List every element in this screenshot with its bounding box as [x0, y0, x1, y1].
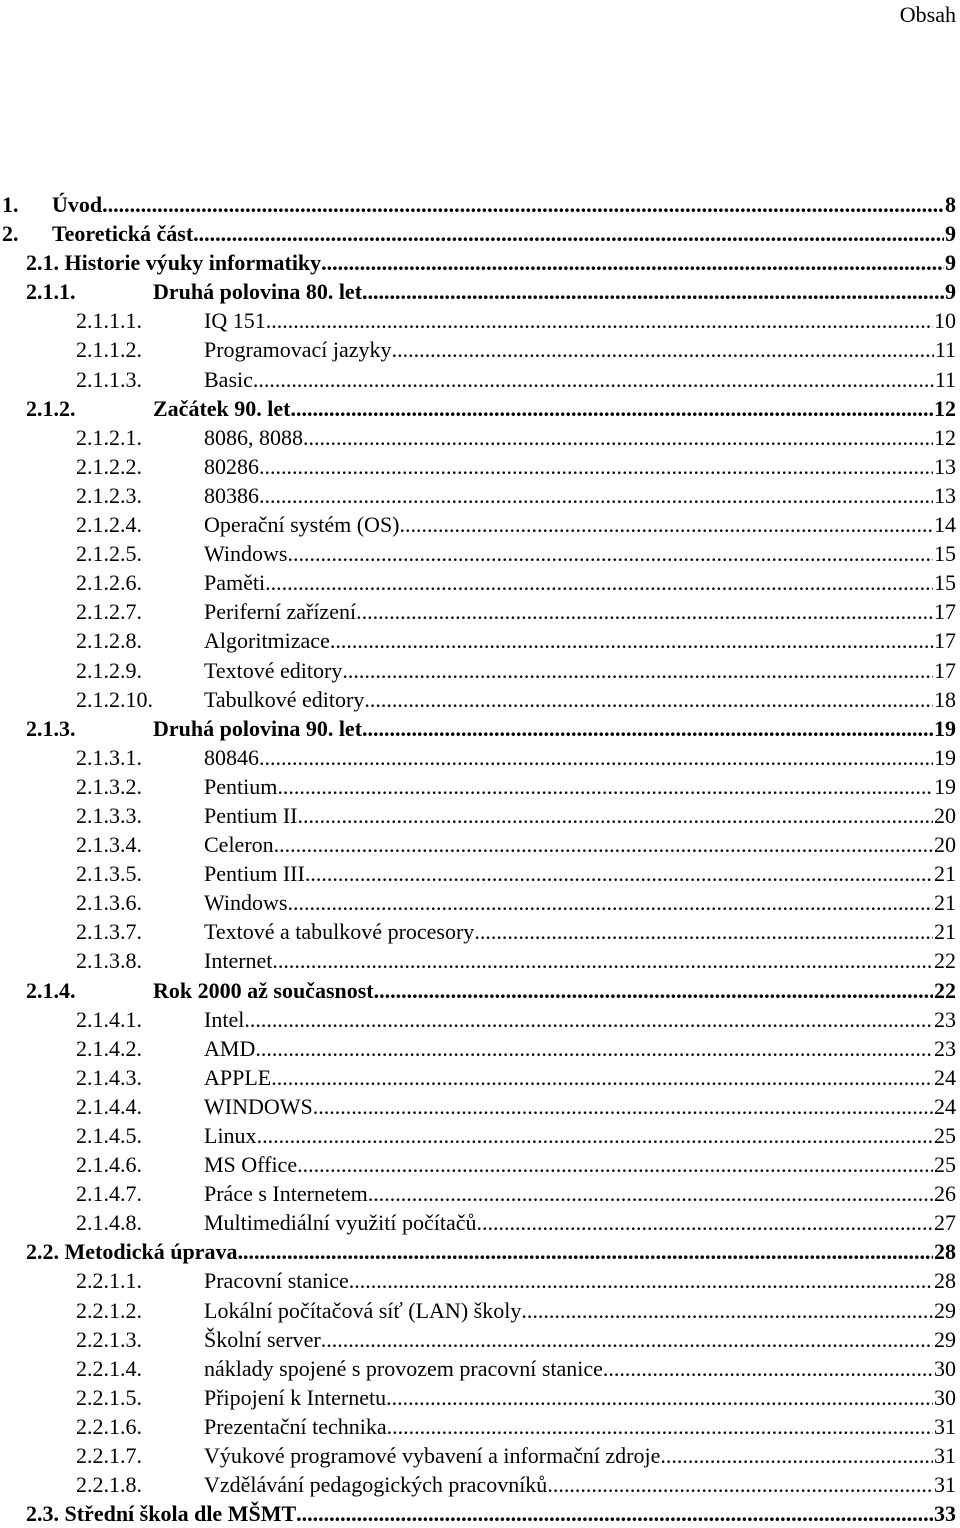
toc-entry-number: 2.1.1.1. [76, 308, 142, 334]
toc-entry-number: 2.1.2.7. [76, 599, 142, 625]
toc-entry-page-number: 28 [934, 1268, 956, 1294]
toc-entry-title: Pentium III [204, 861, 305, 887]
toc-entry-page-number: 22 [934, 977, 956, 1003]
toc-entry-title: 2.2. Metodická úprava [26, 1239, 238, 1265]
toc-entry-title: Tabulkové editory [204, 686, 365, 712]
toc-entry-number: 2.1.2.6. [76, 570, 142, 596]
toc-dot-leader [321, 248, 944, 277]
toc-dot-leader [259, 452, 933, 481]
toc-entry-title: Druhá polovina 90. let [153, 715, 363, 741]
toc-dot-leader [386, 1383, 933, 1412]
toc-entry-title: 80386 [204, 482, 259, 508]
toc-entry-title: Školní server [204, 1326, 321, 1352]
toc-entry-number: 2.1.2.10. [76, 686, 153, 712]
toc-dot-leader [257, 1121, 933, 1150]
toc-entry-title: Prezentační technika [204, 1413, 387, 1439]
toc-dot-leader [321, 1325, 933, 1354]
toc-entry-number: 2.1.2.9. [76, 657, 142, 683]
toc-entry[interactable] [0, 394, 960, 423]
toc-entry[interactable] [0, 365, 960, 394]
toc-entry-page-number: 29 [934, 1326, 956, 1352]
toc-entry-title: APPLE [204, 1064, 272, 1090]
toc-entry-page-number: 11 [934, 337, 956, 363]
toc-entry-number: 2.2.1.1. [76, 1268, 142, 1294]
toc-entry-line [204, 1441, 956, 1470]
toc-entry-number: 2.1.2.2. [76, 453, 142, 479]
toc-entry-page-number: 31 [934, 1443, 956, 1469]
toc-entry-number: 1. [2, 192, 19, 217]
toc-entry-line [52, 190, 956, 219]
toc-entry-page-number: 26 [934, 1181, 956, 1207]
toc-entry-line [204, 830, 956, 859]
toc-entry-page-number: 17 [934, 599, 956, 625]
toc-entry-number: 2.1.3.1. [76, 744, 142, 770]
toc-entry[interactable] [0, 1266, 960, 1295]
toc-entry-page-number: 17 [934, 657, 956, 683]
toc-entry-page-number: 11 [934, 366, 956, 392]
toc-entry-title: Windows [204, 541, 288, 567]
toc-entry-number: 2.1.2. [26, 395, 76, 421]
toc-entry-page-number: 19 [934, 744, 956, 770]
toc-entry[interactable] [0, 1121, 960, 1150]
toc-entry-line [204, 685, 956, 714]
toc-entry-title: 2.3. Střední škola dle MŠMT [26, 1501, 297, 1527]
toc-entry-line [153, 976, 956, 1005]
toc-entry-title: Vzdělávání pedagogických pracovníků [204, 1472, 548, 1498]
toc-entry-page-number: 31 [934, 1472, 956, 1498]
toc-entry-number: 2.1.4.1. [76, 1006, 142, 1032]
toc-entry[interactable] [0, 626, 960, 655]
toc-entry-title: Úvod [52, 192, 103, 217]
toc-entry-title: Windows [204, 890, 288, 916]
toc-dot-leader [400, 510, 933, 539]
toc-entry-number: 2.1.4.7. [76, 1181, 142, 1207]
table-of-contents [0, 190, 960, 1528]
toc-entry-line [204, 452, 956, 481]
toc-entry-line [204, 481, 956, 510]
toc-entry[interactable] [0, 219, 960, 248]
toc-entry-line [204, 1063, 956, 1092]
toc-entry-number: 2.1.3.8. [76, 948, 142, 974]
toc-entry-number: 2.1.3.5. [76, 861, 142, 887]
toc-entry-page-number: 19 [934, 773, 956, 799]
toc-entry-title: Pracovní stanice [204, 1268, 349, 1294]
toc-entry-title: Periferní zařízení [204, 599, 357, 625]
toc-dot-leader [253, 365, 934, 394]
toc-entry-number: 2.1.2.8. [76, 628, 142, 654]
toc-entry-title: Lokální počítačová síť (LAN) školy [204, 1297, 522, 1323]
toc-entry-title: Programovací jazyky [204, 337, 392, 363]
toc-entry-number: 2.1.2.1. [76, 424, 142, 450]
toc-entry-number: 2.2.1.6. [76, 1413, 142, 1439]
toc-entry-page-number: 28 [934, 1239, 956, 1265]
toc-dot-leader [392, 335, 934, 364]
toc-entry-line [204, 1266, 956, 1295]
toc-entry-line [204, 365, 956, 394]
toc-entry-title: Začátek 90. let [153, 395, 291, 421]
toc-entry-line [204, 306, 956, 335]
toc-entry-page-number: 10 [934, 308, 956, 334]
toc-entry[interactable] [0, 277, 960, 306]
toc-dot-leader [287, 539, 933, 568]
toc-entry-line [204, 1092, 956, 1121]
toc-dot-leader [356, 597, 933, 626]
toc-entry-title: Internet [204, 948, 273, 974]
toc-entry-page-number: 12 [934, 424, 956, 450]
toc-entry-page-number: 20 [934, 832, 956, 858]
toc-dot-leader [296, 1499, 933, 1528]
toc-entry-page-number: 21 [934, 861, 956, 887]
toc-dot-leader [387, 1412, 933, 1441]
toc-entry-line [52, 219, 956, 248]
toc-entry-line [26, 1499, 956, 1528]
toc-entry-line [204, 946, 956, 975]
toc-entry-line [204, 335, 956, 364]
toc-entry-page-number: 12 [934, 395, 956, 421]
toc-entry[interactable] [0, 539, 960, 568]
toc-entry-line [204, 917, 956, 946]
toc-entry[interactable] [0, 1005, 960, 1034]
toc-entry-number: 2.1.3.6. [76, 890, 142, 916]
toc-entry-line [204, 1150, 956, 1179]
toc-entry[interactable] [0, 714, 960, 743]
toc-entry-title: Připojení k Internetu [204, 1384, 387, 1410]
toc-dot-leader [474, 917, 933, 946]
toc-entry[interactable] [0, 946, 960, 975]
toc-entry-title: Práce s Internetem [204, 1181, 368, 1207]
toc-entry-line [204, 656, 956, 685]
toc-entry[interactable] [0, 1092, 960, 1121]
toc-entry-page-number: 13 [934, 482, 956, 508]
toc-entry-line [204, 1179, 956, 1208]
toc-entry-number: 2.2.1.8. [76, 1472, 142, 1498]
toc-entry-line [204, 539, 956, 568]
toc-entry-number: 2.2.1.5. [76, 1384, 142, 1410]
toc-entry[interactable] [0, 859, 960, 888]
toc-entry[interactable] [0, 685, 960, 714]
toc-entry-title: MS Office [204, 1152, 298, 1178]
toc-entry-page-number: 29 [934, 1297, 956, 1323]
toc-entry[interactable] [0, 1208, 960, 1237]
toc-entry-page-number: 8 [945, 192, 956, 217]
page-header-title: Obsah [899, 2, 956, 27]
toc-dot-leader [102, 190, 944, 219]
toc-dot-leader [342, 656, 933, 685]
toc-entry[interactable] [0, 1383, 960, 1412]
toc-entry-page-number: 19 [934, 715, 956, 741]
toc-entry[interactable] [0, 1499, 960, 1528]
toc-entry-title: Rok 2000 až současnost [153, 977, 374, 1003]
toc-entry-page-number: 24 [934, 1064, 956, 1090]
toc-dot-leader [305, 859, 933, 888]
toc-entry[interactable] [0, 888, 960, 917]
toc-dot-leader [259, 481, 933, 510]
toc-entry-page-number: 21 [934, 919, 956, 945]
toc-entry-number: 2.1.4. [26, 977, 76, 1003]
toc-entry[interactable] [0, 1441, 960, 1470]
toc-dot-leader [330, 626, 933, 655]
toc-entry-page-number: 9 [945, 221, 956, 247]
toc-dot-leader [364, 685, 933, 714]
toc-entry[interactable] [0, 1325, 960, 1354]
toc-entry[interactable] [0, 1150, 960, 1179]
toc-dot-leader [362, 714, 933, 743]
toc-entry-title: Pentium II [204, 802, 298, 828]
toc-entry-title: 80286 [204, 453, 259, 479]
toc-entry-title: Linux [204, 1123, 257, 1148]
toc-entry[interactable] [0, 248, 960, 277]
toc-entry-line [204, 423, 956, 452]
toc-entry-title: náklady spojené s provozem pracovní stanice [204, 1355, 603, 1381]
toc-dot-leader [368, 1179, 933, 1208]
toc-entry[interactable] [0, 597, 960, 626]
toc-dot-leader [303, 423, 933, 452]
toc-entry-number: 2.1.4.6. [76, 1152, 142, 1178]
toc-entry-line [204, 859, 956, 888]
toc-entry-line [26, 1237, 956, 1266]
toc-entry-title: Textové editory [204, 657, 343, 683]
toc-entry-number: 2.1.3.2. [76, 773, 142, 799]
toc-dot-leader [660, 1441, 933, 1470]
toc-entry-page-number: 23 [934, 1006, 956, 1032]
toc-entry[interactable] [0, 1063, 960, 1092]
toc-entry-number: 2.1.4.2. [76, 1035, 142, 1061]
toc-entry-title: Multimediální využití počítačů [204, 1210, 477, 1236]
toc-entry-title: Druhá polovina 80. let [153, 279, 363, 305]
toc-entry-number: 2.1.2.3. [76, 482, 142, 508]
toc-entry-page-number: 17 [934, 628, 956, 654]
toc-entry-page-number: 15 [934, 570, 956, 596]
toc-entry-page-number: 18 [934, 686, 956, 712]
toc-entry[interactable] [0, 190, 960, 219]
toc-entry-number: 2.2.1.3. [76, 1326, 142, 1352]
toc-entry-title: Algoritmizace [204, 628, 330, 654]
toc-entry-title: Pentium [204, 773, 278, 799]
toc-entry-number: 2.1.1.3. [76, 366, 142, 392]
toc-entry[interactable] [0, 772, 960, 801]
toc-entry-title: Paměti [204, 570, 266, 596]
toc-entry-title: Textové a tabulkové procesory [204, 919, 475, 945]
toc-entry-number: 2.1.4.3. [76, 1064, 142, 1090]
toc-dot-leader [362, 277, 944, 306]
toc-entry-page-number: 33 [934, 1501, 956, 1527]
toc-entry-page-number: 23 [934, 1035, 956, 1061]
toc-entry-title: Výukové programové vybavení a informační zdroje [204, 1443, 661, 1469]
toc-entry-number: 2.1.3. [26, 715, 76, 741]
toc-dot-leader [287, 888, 933, 917]
toc-entry-number: 2.1.4.8. [76, 1210, 142, 1236]
toc-entry-line [204, 1470, 956, 1499]
toc-entry-title: 2.1. Historie výuky informatiky [26, 250, 322, 276]
toc-entry-page-number: 25 [934, 1152, 956, 1178]
toc-entry-line [204, 1208, 956, 1237]
toc-dot-leader [277, 772, 933, 801]
toc-entry-line [26, 248, 956, 277]
toc-dot-leader [547, 1470, 933, 1499]
toc-entry-line [204, 568, 956, 597]
toc-entry-title: Basic [204, 366, 253, 392]
toc-entry[interactable] [0, 801, 960, 830]
toc-entry-line [204, 888, 956, 917]
toc-dot-leader [272, 946, 933, 975]
toc-entry-line [204, 1325, 956, 1354]
toc-entry-number: 2.2.1.2. [76, 1297, 142, 1323]
toc-entry-line [153, 714, 956, 743]
toc-entry-page-number: 31 [934, 1413, 956, 1439]
toc-entry-line [204, 1412, 956, 1441]
toc-dot-leader [521, 1296, 933, 1325]
toc-entry-page-number: 14 [934, 512, 956, 538]
toc-entry-line [204, 1121, 956, 1150]
toc-dot-leader [244, 1005, 933, 1034]
toc-entry-number: 2.1.1. [26, 279, 76, 305]
toc-entry[interactable] [0, 510, 960, 539]
toc-dot-leader [271, 1063, 933, 1092]
toc-dot-leader [298, 801, 934, 830]
toc-entry-line [204, 1005, 956, 1034]
toc-entry[interactable] [0, 656, 960, 685]
toc-entry[interactable] [0, 1237, 960, 1266]
toc-entry[interactable] [0, 1470, 960, 1499]
toc-entry-number: 2.1.4.4. [76, 1093, 142, 1119]
toc-entry[interactable] [0, 976, 960, 1005]
toc-entry-page-number: 30 [934, 1384, 956, 1410]
toc-entry-title: Intel [204, 1006, 245, 1032]
toc-entry[interactable] [0, 481, 960, 510]
toc-entry-page-number: 9 [945, 279, 956, 305]
toc-entry-title: Teoretická část [52, 221, 194, 247]
toc-entry-page-number: 22 [934, 948, 956, 974]
toc-entry-line [204, 1034, 956, 1063]
toc-entry-line [204, 510, 956, 539]
toc-entry[interactable] [0, 1034, 960, 1063]
toc-entry-line [153, 394, 956, 423]
toc-entry-title: IQ 151 [204, 308, 266, 334]
toc-dot-leader [290, 394, 933, 423]
toc-dot-leader [274, 830, 933, 859]
toc-entry[interactable] [0, 743, 960, 772]
toc-entry-line [204, 1354, 956, 1383]
toc-dot-leader [265, 568, 933, 597]
toc-dot-leader [349, 1266, 933, 1295]
toc-entry-page-number: 24 [934, 1093, 956, 1119]
toc-entry-title: Celeron [204, 832, 274, 858]
toc-entry-line [204, 597, 956, 626]
toc-entry-number: 2.1.2.4. [76, 512, 142, 538]
toc-entry-title: Operační systém (OS) [204, 512, 400, 538]
toc-entry-number: 2.1.3.3. [76, 802, 142, 828]
toc-entry-title: WINDOWS [204, 1093, 313, 1119]
toc-entry-line [204, 743, 956, 772]
toc-entry-line [204, 626, 956, 655]
toc-entry[interactable] [0, 335, 960, 364]
toc-entry-title: AMD [204, 1035, 256, 1061]
toc-entry-number: 2.1.2.5. [76, 541, 142, 567]
toc-entry-line [204, 1383, 956, 1412]
toc-dot-leader [193, 219, 944, 248]
toc-dot-leader [255, 1034, 933, 1063]
toc-entry-number: 2.1.3.4. [76, 832, 142, 858]
toc-entry-title: 8086, 8088 [204, 424, 303, 450]
toc-entry-number: 2.1.1.2. [76, 337, 142, 363]
toc-dot-leader [259, 743, 933, 772]
toc-entry-line [153, 277, 956, 306]
toc-entry-page-number: 25 [934, 1123, 956, 1148]
toc-entry-page-number: 27 [934, 1210, 956, 1236]
toc-dot-leader [297, 1150, 933, 1179]
toc-entry[interactable] [0, 452, 960, 481]
toc-entry-page-number: 21 [934, 890, 956, 916]
toc-entry-page-number: 30 [934, 1355, 956, 1381]
toc-entry-line [204, 772, 956, 801]
toc-entry-number: 2. [2, 221, 19, 247]
toc-entry[interactable] [0, 1354, 960, 1383]
toc-entry[interactable] [0, 1412, 960, 1441]
toc-entry-page-number: 15 [934, 541, 956, 567]
toc-dot-leader [266, 306, 933, 335]
toc-entry[interactable] [0, 568, 960, 597]
toc-entry[interactable] [0, 917, 960, 946]
toc-entry-number: 2.2.1.4. [76, 1355, 142, 1381]
toc-entry-number: 2.1.4.5. [76, 1123, 142, 1148]
toc-entry[interactable] [0, 830, 960, 859]
toc-entry[interactable] [0, 306, 960, 335]
toc-entry-number: 2.1.3.7. [76, 919, 142, 945]
toc-entry[interactable] [0, 423, 960, 452]
toc-entry-line [204, 1296, 956, 1325]
toc-entry-title: 80846 [204, 744, 259, 770]
toc-entry-number: 2.2.1.7. [76, 1443, 142, 1469]
toc-dot-leader [237, 1237, 933, 1266]
toc-entry[interactable] [0, 1296, 960, 1325]
toc-entry-page-number: 20 [934, 802, 956, 828]
toc-dot-leader [477, 1208, 934, 1237]
toc-entry-page-number: 13 [934, 453, 956, 479]
toc-dot-leader [374, 976, 933, 1005]
toc-dot-leader [603, 1354, 933, 1383]
toc-entry-page-number: 9 [945, 250, 956, 276]
toc-entry[interactable] [0, 1179, 960, 1208]
toc-entry-line [204, 801, 956, 830]
toc-dot-leader [313, 1092, 933, 1121]
